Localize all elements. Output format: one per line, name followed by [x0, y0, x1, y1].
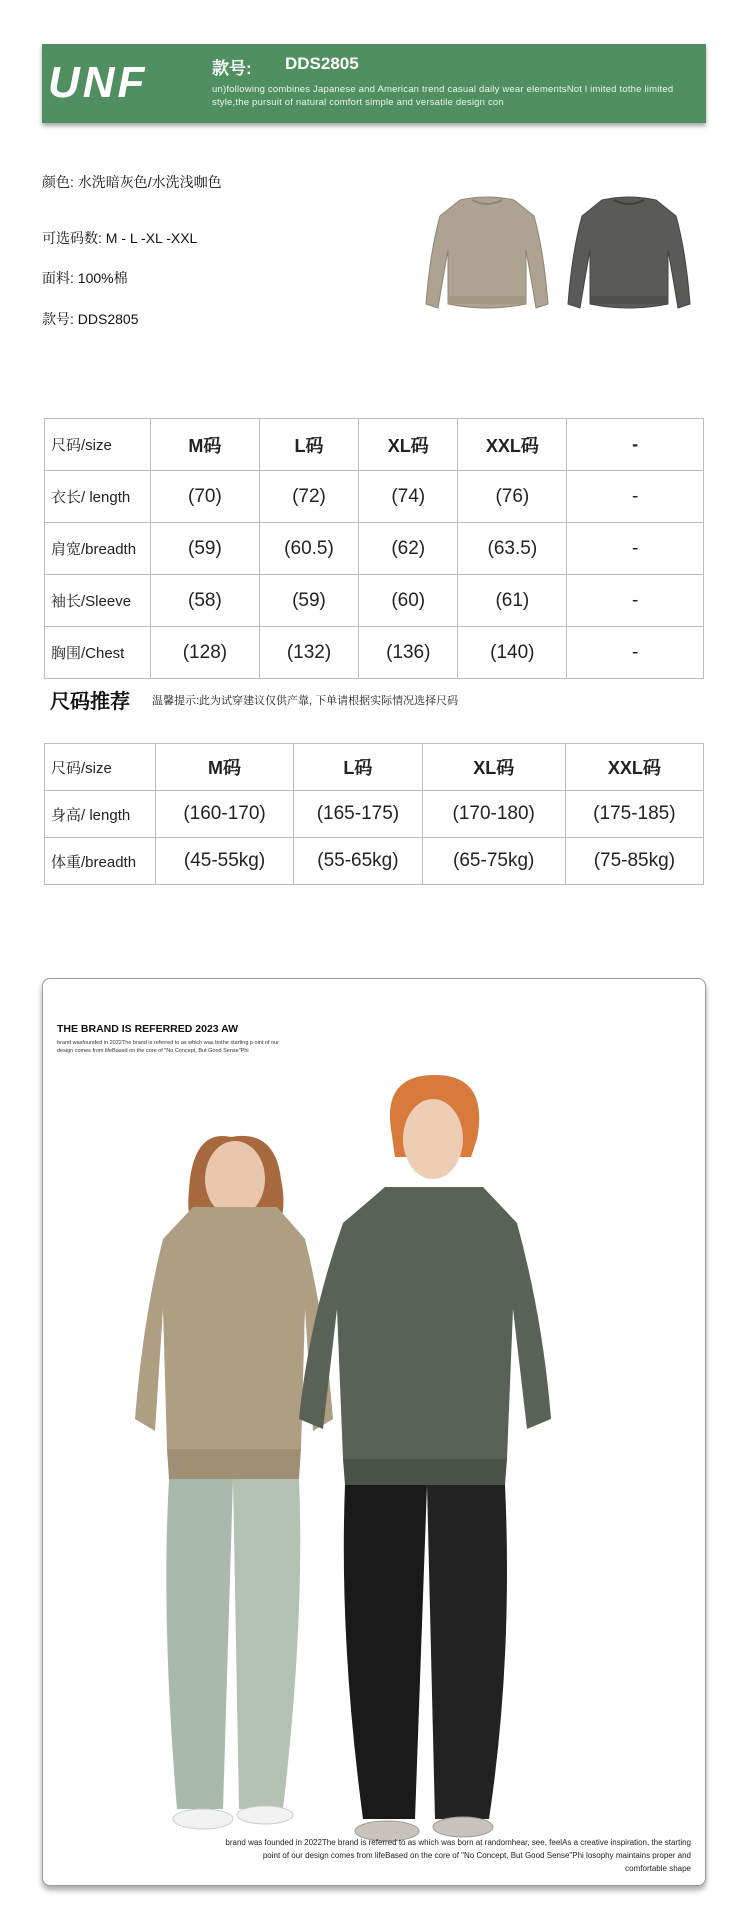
table-cell: (45-55kg): [155, 838, 293, 885]
spec-code: 款号: DDS2805: [42, 311, 139, 327]
model-left: [135, 1136, 333, 1829]
table-row: [45, 471, 704, 523]
table-cell: (75-85kg): [565, 838, 703, 885]
recommend-header-row: [45, 744, 704, 791]
size-chart-header-cell: XL码: [359, 419, 458, 471]
table-cell: (76): [458, 471, 567, 523]
table-cell: (175-185): [565, 791, 703, 838]
table-cell: (70): [151, 471, 260, 523]
table-cell: (140): [458, 627, 567, 679]
table-cell: (60.5): [259, 523, 358, 575]
table-cell: (165-175): [294, 791, 423, 838]
table-cell: (63.5): [458, 523, 567, 575]
size-chart-header-cell: -: [567, 419, 704, 471]
table-cell: 肩宽/breadth: [45, 523, 151, 575]
size-chart-header-cell: L码: [259, 419, 358, 471]
table-row: [45, 575, 704, 627]
recommend-header-cell: L码: [294, 744, 423, 791]
table-cell: (61): [458, 575, 567, 627]
table-cell: (136): [359, 627, 458, 679]
recommend-header-cell: M码: [155, 744, 293, 791]
size-chart-table: [44, 418, 704, 679]
table-cell: 身高/ length: [45, 791, 156, 838]
table-cell: (55-65kg): [294, 838, 423, 885]
table-cell: (59): [259, 575, 358, 627]
size-recommend-table: [44, 743, 704, 885]
table-cell: (60): [359, 575, 458, 627]
size-recommend-title: 尺码推荐: [50, 691, 130, 713]
banner-code-value: DDS2805: [285, 54, 359, 73]
table-cell: -: [567, 523, 704, 575]
banner-tagline: un)following combines Japanese and American trend casual daily wear elementsNot l imited tothe limited style,the pursuit of natural comfort simple and versatile design con: [212, 84, 674, 108]
table-cell: -: [567, 471, 704, 523]
table-cell: (170-180): [422, 791, 565, 838]
table-cell: (62): [359, 523, 458, 575]
recommend-header-cell: 尺码/size: [45, 744, 156, 791]
table-cell: (65-75kg): [422, 838, 565, 885]
table-cell: (132): [259, 627, 358, 679]
spec-color: 颜色: 水洗暗灰色/水洗浅咖色: [42, 174, 222, 190]
model-right: [299, 1075, 551, 1841]
table-cell: (72): [259, 471, 358, 523]
spec-fabric: 面料: 100%棉: [42, 270, 128, 286]
table-cell: (160-170): [155, 791, 293, 838]
table-row: [45, 627, 704, 679]
lookbook-subtitle: brand wasfounded in 2022The brand is referred to as which was bothe starting p oint of our design comes from lifeBased on the core of "No Concept, But Good Sense"Phi: [57, 1040, 279, 1054]
size-chart-header-cell: 尺码/size: [45, 419, 151, 471]
size-chart-header-cell: XXL码: [458, 419, 567, 471]
lookbook-title: THE BRAND IS REFERRED 2023 AW: [57, 1023, 239, 1035]
banner-code-label: 款号:: [212, 59, 252, 78]
size-chart-header-cell: M码: [151, 419, 260, 471]
table-cell: 体重/breadth: [45, 838, 156, 885]
spec-sizes: 可选码数: M - L -XL -XXL: [42, 230, 198, 246]
recommend-header-cell: XXL码: [565, 744, 703, 791]
product-image-dark-grey: [564, 192, 694, 322]
lookbook-card: [42, 978, 706, 1886]
table-row: [45, 791, 704, 838]
model-photo: [43, 979, 705, 1885]
table-cell: (74): [359, 471, 458, 523]
table-cell: -: [567, 575, 704, 627]
size-recommend-note: 温馨提示:此为试穿建议仅供产靠, 下单请根据实际情况选择尺码: [152, 695, 459, 707]
table-cell: -: [567, 627, 704, 679]
table-cell: 袖长/Sleeve: [45, 575, 151, 627]
table-row: [45, 838, 704, 885]
brand-logo: UNF: [48, 58, 148, 107]
table-cell: (59): [151, 523, 260, 575]
size-chart-header-row: [45, 419, 704, 471]
table-row: [45, 523, 704, 575]
table-cell: (128): [151, 627, 260, 679]
lookbook-footer-text: brand was founded in 2022The brand is referred to as which was born at randomhear, see, feelAs a creative inspiration, the starting point of our design comes from lifeBased on the core of "No Concept, But Good Sense"Phi losophy maintains proper and comfortable shape: [225, 1838, 691, 1873]
product-image-light-coffee: [422, 192, 552, 322]
table-cell: 衣长/ length: [45, 471, 151, 523]
recommend-header-cell: XL码: [422, 744, 565, 791]
brand-banner: [42, 44, 706, 123]
table-cell: (58): [151, 575, 260, 627]
table-cell: 胸围/Chest: [45, 627, 151, 679]
